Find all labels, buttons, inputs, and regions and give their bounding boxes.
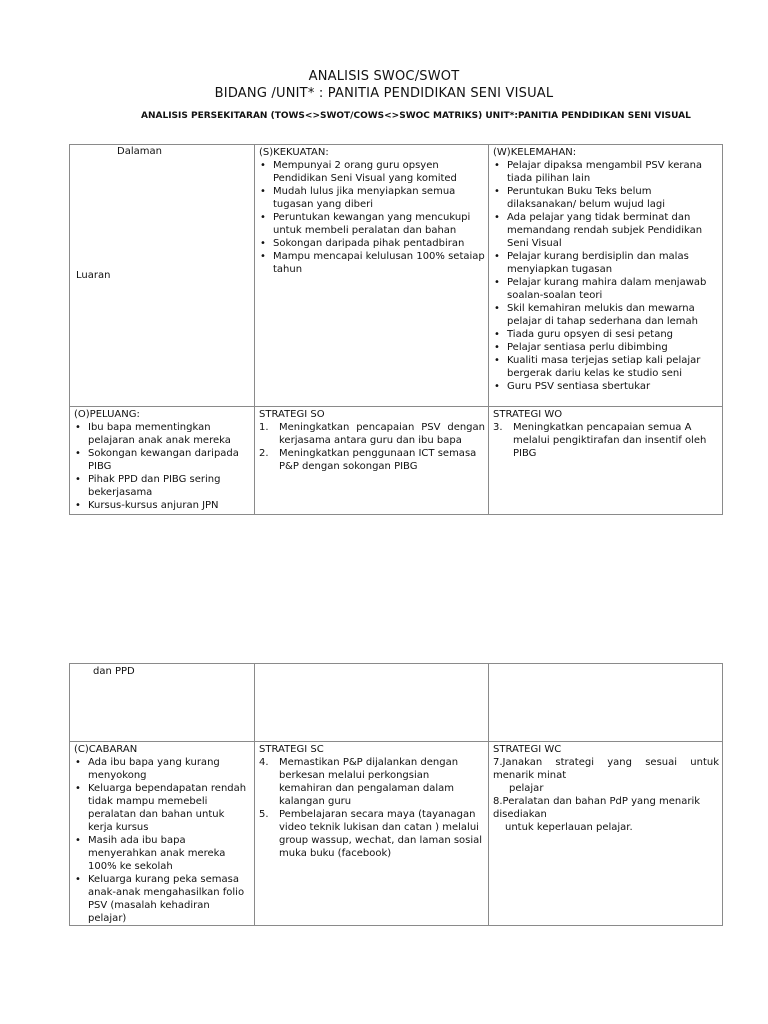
- list-item: • Keluarga kurang peka semasa anak-anak mengahasilkan folio PSV (masalah kehadiran pelajar): [74, 873, 251, 925]
- list-item: • Sokongan daripada pihak pentadbiran: [259, 237, 485, 250]
- strategy-wc-item-8: 8.Peralatan dan bahan PdP yang menarik disediakan: [493, 796, 701, 820]
- strategy-sc-list: [259, 756, 485, 860]
- item-text: Meningkatkan penggunaan ICT semasa P&P dengan sokongan PIBG: [279, 448, 477, 472]
- challenges-cell: [70, 742, 255, 926]
- list-item: • Pelajar sentiasa perlu dibimbing: [493, 341, 719, 354]
- list-item: • Ibu bapa mementingkan pelajaran anak anak mereka: [74, 421, 251, 447]
- list-item: • Masih ada ibu bapa menyerahkan anak mereka 100% ke sekolah: [74, 834, 251, 873]
- list-item: • Kualiti masa terjejas setiap kali pelajar bergerak dariu kelas ke studio seni: [493, 354, 719, 380]
- analysis-subtitle: ANALISIS PERSEKITARAN (TOWS<>SWOT/COWS<>SWOC MATRIKS) UNIT*:PANITIA PENDIDIKAN SENI VISUAL: [141, 111, 691, 121]
- weaknesses-heading: (W)KELEMAHAN:: [493, 147, 577, 158]
- weaknesses-cell: [489, 145, 723, 407]
- list-item: • Skil kemahiran melukis dan mewarna pelajar di tahap sederhana dan lemah: [493, 302, 719, 328]
- item-text: Memastikan P&P dijalankan dengan berkesan melalui perkongsian kemahiran dan pengalaman dalam kalangan guru: [279, 757, 459, 807]
- continuation-text: dan PPD: [93, 666, 135, 677]
- list-item: • Ada ibu bapa yang kurang menyokong: [74, 756, 251, 782]
- list-item: • Pelajar kurang berdisiplin dan malas menyiapkan tugasan: [493, 250, 719, 276]
- item-number: 5.: [259, 809, 269, 820]
- strategy-wc-item-8-cont: untuk keperlauan pelajar.: [505, 822, 633, 833]
- opportunities-list: [74, 421, 251, 512]
- swot-matrix-table: [69, 144, 723, 515]
- opportunities-cell: [70, 407, 255, 515]
- list-item: • Tiada guru opsyen di sesi petang: [493, 328, 719, 341]
- corner-cell: [70, 145, 255, 407]
- strategy-so-list: [259, 421, 485, 473]
- strategy-wc-item-7-cont: pelajar: [509, 783, 544, 794]
- strategy-wc-item-7: 7.Janakan strategi yang sesuai untuk menarik minat: [493, 757, 719, 781]
- document-title: ANALISIS SWOC/SWOT: [308, 69, 460, 84]
- item-text: Meningkatkan pencapaian semua A melalui pengiktirafan dan insentif oleh PIBG: [513, 422, 707, 459]
- item-text: Pembelajaran secara maya (tayanagan video teknik lukisan dan catan ) melalui group wassup, wechat, dan laman sosial muka buku (facebook): [279, 809, 483, 859]
- strategy-so-cell: [255, 407, 489, 515]
- swot-matrix-table-continued: [69, 663, 723, 926]
- strategy-so-heading: STRATEGI SO: [259, 409, 325, 420]
- list-item: [259, 808, 485, 860]
- strategy-wo-list: [493, 421, 719, 460]
- strategy-sc-heading: STRATEGI SC: [259, 744, 324, 755]
- empty-cell: [489, 664, 723, 742]
- item-number: 3.: [493, 422, 503, 433]
- dalaman-label: Dalaman: [117, 146, 162, 157]
- list-item: • Pihak PPD dan PIBG sering bekerjasama: [74, 473, 251, 499]
- opportunities-heading: (O)PELUANG:: [74, 409, 140, 420]
- weaknesses-list: [493, 159, 719, 393]
- strategy-wo-cell: [489, 407, 723, 515]
- list-item: • Peruntukan Buku Teks belum dilaksanakan/ belum wujud lagi: [493, 185, 719, 211]
- list-item: • Ada pelajar yang tidak berminat dan memandang rendah subjek Pendidikan Seni Visual: [493, 211, 719, 250]
- list-item: • Guru PSV sentiasa sbertukar: [493, 380, 719, 393]
- strengths-cell: [255, 145, 489, 407]
- list-item: • Peruntukan kewangan yang mencukupi untuk membeli peralatan dan bahan: [259, 211, 485, 237]
- challenges-list: [74, 756, 251, 925]
- list-item: [259, 447, 485, 473]
- item-number: 4.: [259, 757, 269, 768]
- challenges-heading: (C)CABARAN: [74, 744, 138, 755]
- list-item: [259, 421, 485, 447]
- item-text: Meningkatkan pencapaian PSV dengan kerjasama antara guru dan ibu bapa: [279, 422, 485, 446]
- luaran-label: Luaran: [76, 270, 111, 281]
- strategy-sc-cell: [255, 742, 489, 926]
- list-item: [493, 421, 719, 460]
- list-item: • Sokongan kewangan daripada PIBG: [74, 447, 251, 473]
- continuation-cell: [70, 664, 255, 742]
- strategy-wo-heading: STRATEGI WO: [493, 409, 563, 420]
- list-item: • Mempunyai 2 orang guru opsyen Pendidikan Seni Visual yang komited: [259, 159, 485, 185]
- list-item: • Mampu mencapai kelulusan 100% setaiap tahun: [259, 250, 485, 276]
- empty-cell: [255, 664, 489, 742]
- list-item: • Keluarga bependapatan rendah tidak mampu memebeli peralatan dan bahan untuk kerja kursus: [74, 782, 251, 834]
- strategy-wc-heading: STRATEGI WC: [493, 744, 562, 755]
- document-unit-title: BIDANG /UNIT* : PANITIA PENDIDIKAN SENI VISUAL: [214, 86, 554, 101]
- list-item: [259, 756, 485, 808]
- strengths-heading: (S)KEKUATAN:: [259, 147, 329, 158]
- list-item: • Pelajar dipaksa mengambil PSV kerana tiada pilihan lain: [493, 159, 719, 185]
- item-number: 2.: [259, 448, 269, 459]
- list-item: • Mudah lulus jika menyiapkan semua tugasan yang diberi: [259, 185, 485, 211]
- list-item: • Pelajar kurang mahira dalam menjawab soalan-soalan teori: [493, 276, 719, 302]
- strategy-wc-cell: [489, 742, 723, 926]
- list-item: • Kursus-kursus anjuran JPN: [74, 499, 251, 512]
- item-number: 1.: [259, 422, 269, 433]
- strengths-list: [259, 159, 485, 276]
